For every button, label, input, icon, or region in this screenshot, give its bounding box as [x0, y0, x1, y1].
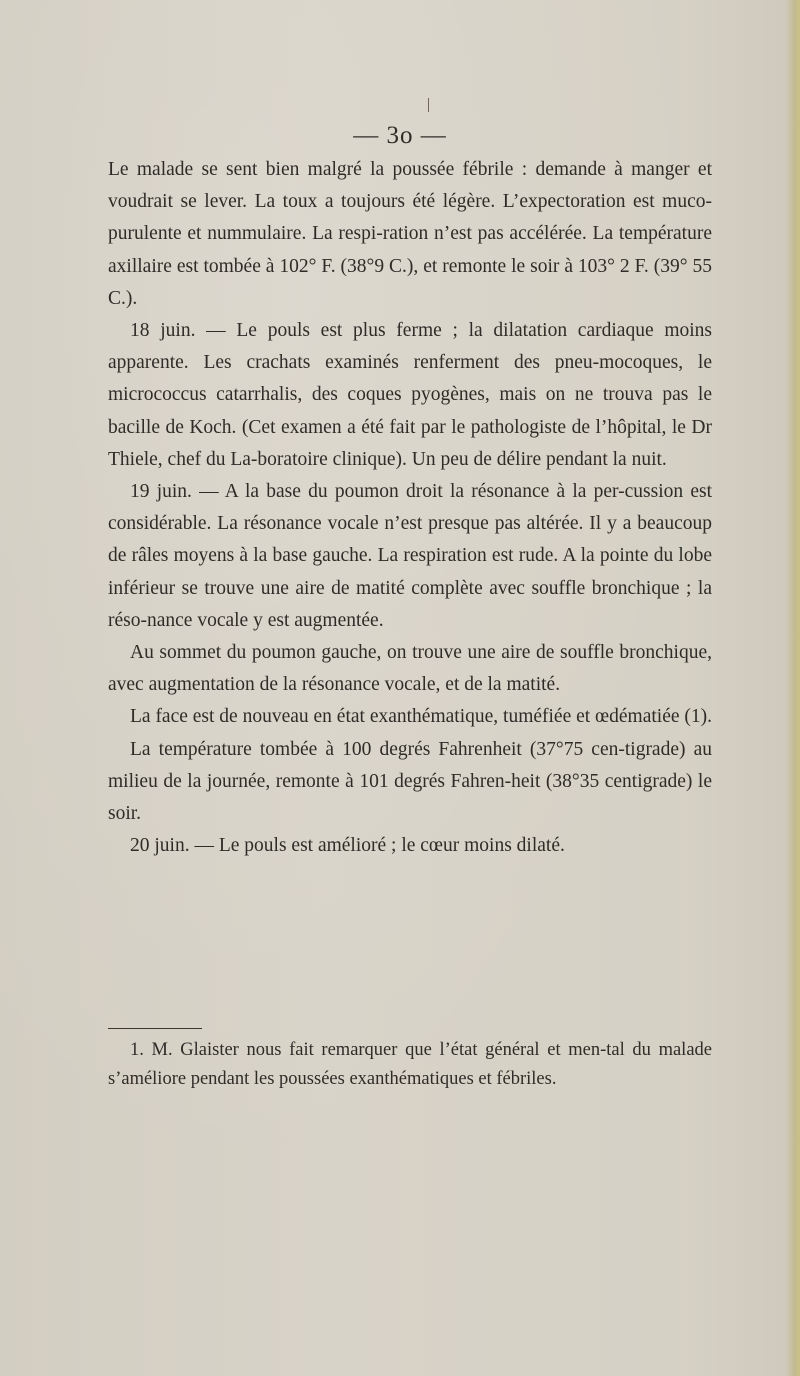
body-text	[108, 154, 712, 862]
paragraph: 18 juin. — Le pouls est plus ferme ; la dilatation cardiaque moins apparente. Les crachats examinés renferment des pneu-mocoques, le micrococcus catarrhalis, des coques pyogènes, mais on ne trouva pas le bacille de Koch. (Cet examen a été fait par le pathologiste de l’hôpital, le Dr Thiele, chef du La-boratoire clinique). Un peu de délire pendant la nuit.	[108, 320, 712, 470]
page-number: — 3o —	[353, 122, 447, 149]
page-edge	[786, 0, 800, 1376]
paragraph: Le malade se sent bien malgré la poussée fébrile : demande à manger et voudrait se lever. La toux a toujours été légère. L’expectoration est muco-purulente et nummulaire. La respi-ration n’est pas accélérée. La température axillaire est tombée à 102° F. (38°9 C.), et remonte le soir à 103° 2 F. (39° 55 C.).	[108, 159, 712, 309]
paragraph: 20 juin. — Le pouls est amélioré ; le cœur moins dilaté.	[130, 835, 565, 857]
paragraph: La température tombée à 100 degrés Fahrenheit (37°75 cen-tigrade) au milieu de la journée, remonte à 101 degrés Fahren-heit (38°35 centigrade) le soir.	[108, 738, 712, 825]
footnote-text: 1. M. Glaister nous fait remarquer que l’état général et men-tal du malade s’améliore pendant les poussées exanthématiques et fébriles.	[108, 1040, 712, 1089]
print-mark	[428, 98, 429, 112]
footnote-rule	[108, 1028, 202, 1029]
paragraph: 19 juin. — A la base du poumon droit la résonance à la per-cussion est considérable. La résonance vocale n’est presque pas altérée. Il y a beaucoup de râles moyens à la base gauche. La respiration est rude. A la pointe du lobe inférieur se trouve une aire de matité complète avec souffle bronchique ; la réso-nance vocale y est augmentée.	[108, 481, 712, 631]
footnote	[108, 1036, 712, 1094]
paragraph: La face est de nouveau en état exanthématique, tuméfiée et œdématiée (1).	[130, 706, 713, 728]
paragraph: Au sommet du poumon gauche, on trouve une aire de souffle bronchique, avec augmentation de la résonance vocale, et de la matité.	[108, 642, 712, 696]
